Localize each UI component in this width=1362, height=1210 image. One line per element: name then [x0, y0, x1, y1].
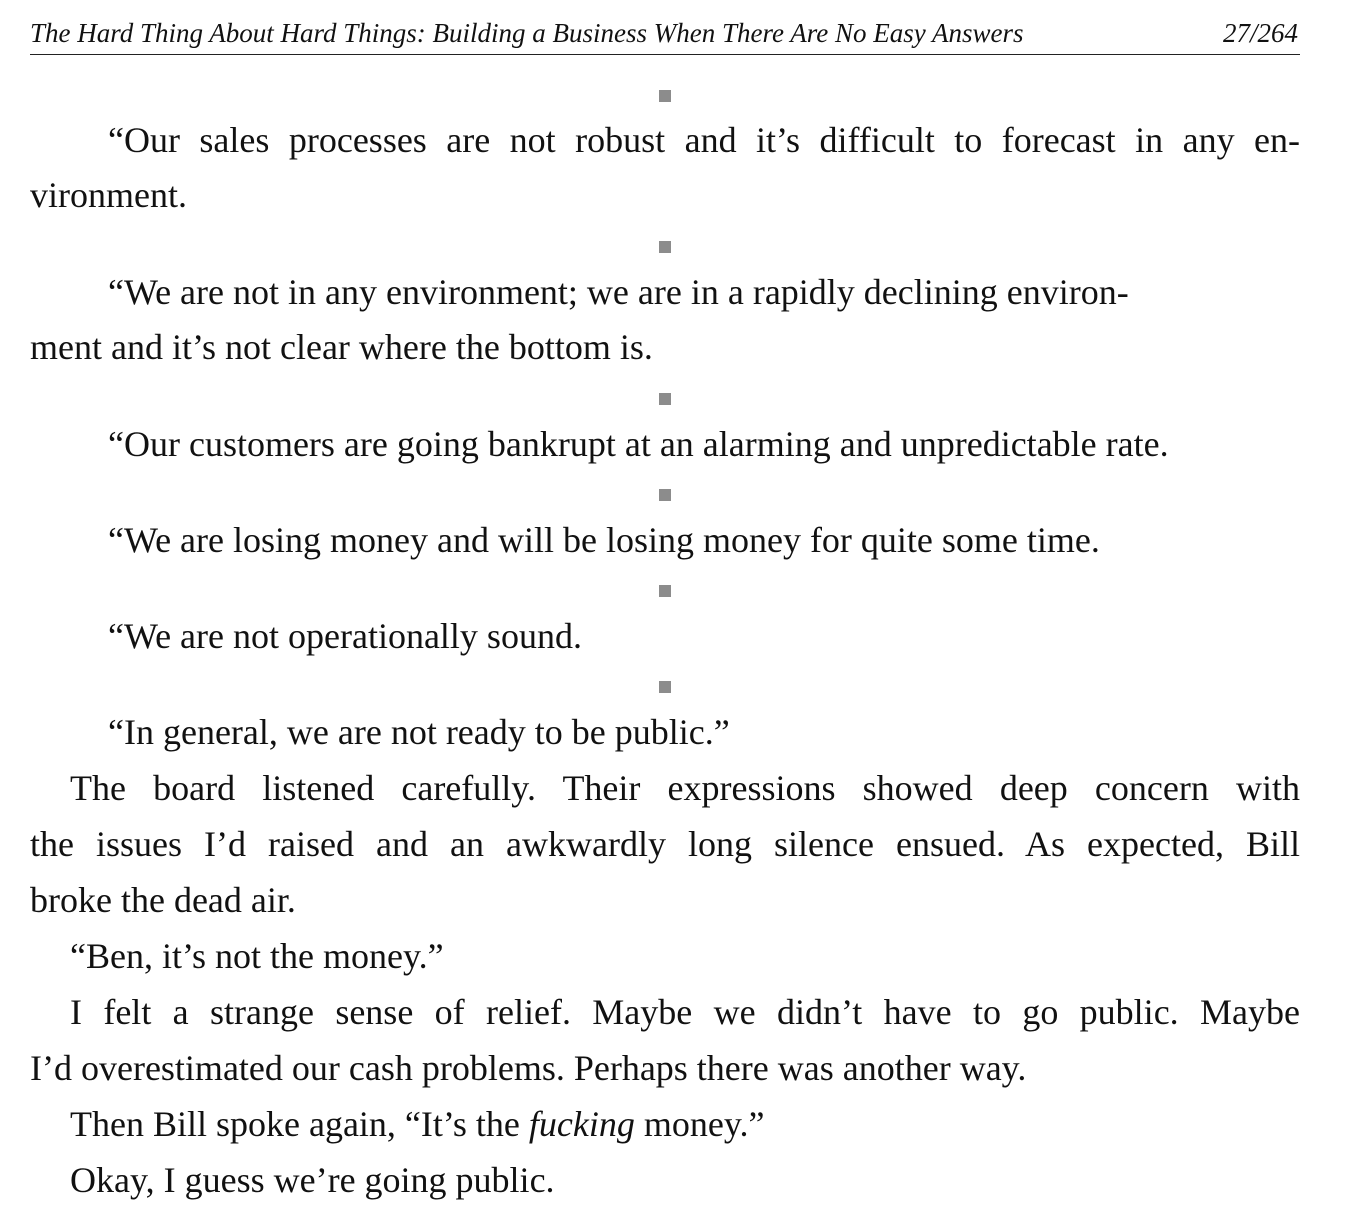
paragraph-line: I’d overestimated our cash problems. Perhaps there was another way. [30, 1048, 1027, 1088]
quote-line: ment and it’s not clear where the bottom is. [30, 327, 653, 367]
quote-line: “Our sales processes are not robust and it’s difficult to forecast in any en- [108, 120, 1300, 160]
quote-line: “We are not operationally sound. [108, 616, 582, 656]
section-separator [659, 489, 671, 501]
section-separator [659, 241, 671, 253]
quote-line: “Our customers are going bankrupt at an alarming and unpredictable rate. [108, 424, 1169, 464]
paragraph-line: broke the dead air. [30, 880, 296, 920]
quote-line: “We are losing money and will be losing money for quite some time. [108, 520, 1100, 560]
quote-line: “In general, we are not ready to be public.” [108, 712, 730, 752]
paragraph-line: The board listened carefully. Their expressions showed deep concern with [70, 768, 1300, 808]
emphasized-word: fucking [528, 1104, 635, 1144]
text-run: money.” [634, 1104, 765, 1144]
section-separator [659, 393, 671, 405]
page-header [30, 16, 1300, 55]
quote-line: vironment. [30, 175, 187, 215]
quote-line: “We are not in any environment; we are in a rapidly declining environ- [108, 272, 1129, 312]
section-separator [659, 585, 671, 597]
page-indicator: 27/264 [1222, 18, 1298, 48]
paragraph-line: “Ben, it’s not the money.” [70, 936, 444, 976]
paragraph-line: the issues I’d raised and an awkwardly long silence ensued. As expected, Bill [30, 824, 1300, 864]
section-separator [659, 90, 671, 102]
paragraph-line: Okay, I guess we’re going public. [70, 1160, 555, 1200]
paragraph-line [70, 1106, 765, 1142]
book-title: The Hard Thing About Hard Things: Building a Business When There Are No Easy Answers [30, 18, 1024, 48]
section-separator [659, 681, 671, 693]
paragraph-line: I felt a strange sense of relief. Maybe we didn’t have to go public. Maybe [70, 992, 1300, 1032]
text-run: Then Bill spoke again, “It’s the [70, 1104, 529, 1144]
